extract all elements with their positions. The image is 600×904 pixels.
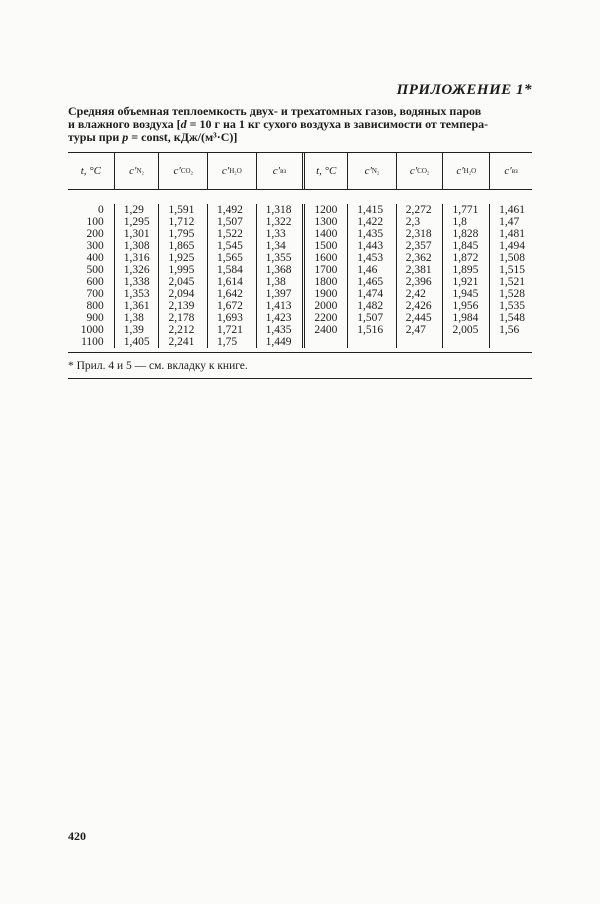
header-subscript: H₂O: [463, 167, 477, 175]
table-cell: 300: [86, 240, 104, 252]
table-cell: 1,435: [265, 324, 292, 336]
header-subscript: N₂: [136, 167, 144, 175]
header-subscript: CO₂: [417, 167, 430, 175]
table-cell: 1,415: [357, 204, 384, 216]
header-subscript: вз: [511, 167, 518, 175]
table-cell: 0: [97, 204, 104, 216]
footnote-divider: [68, 378, 532, 379]
header-symbol: c′: [456, 165, 464, 177]
table-cell: 1,591: [168, 204, 195, 216]
table-cell: 1,361: [123, 300, 150, 312]
heat-capacity-table: [68, 152, 532, 353]
table-cell: 2,362: [405, 252, 432, 264]
table-cell: 2,426: [405, 300, 432, 312]
table-cell: 1,721: [217, 324, 243, 336]
table-cell: 1,38: [123, 312, 144, 324]
table-cell: 1,33: [265, 228, 286, 240]
table-cell: 1,921: [452, 276, 479, 288]
table-cell: 1400: [314, 228, 338, 240]
table-cell: 1000: [80, 324, 104, 336]
table-cell: 2,212: [168, 324, 195, 336]
table-cell: 600: [86, 276, 104, 288]
table-cell: 400: [86, 252, 104, 264]
table-cell: 1500: [314, 240, 338, 252]
table-cell: 1,545: [217, 240, 243, 252]
column-cco2-left: [159, 204, 208, 348]
table-cell: 2400: [314, 324, 338, 336]
table-cell: 1,368: [265, 264, 292, 276]
column-cn2-right: [348, 204, 397, 348]
table-cell: 1,492: [217, 204, 243, 216]
header-cvz-left: [257, 153, 306, 189]
header-symbol: c′: [409, 165, 418, 177]
table-cell: 1,795: [168, 228, 195, 240]
table-cell: 2,045: [168, 276, 195, 288]
table-cell: 1100: [81, 336, 104, 348]
table-cell: 1,38: [265, 276, 286, 288]
table-cell: 1,338: [123, 276, 150, 288]
table-cell: 1,481: [499, 228, 526, 240]
table-cell: 2,005: [452, 324, 479, 336]
table-cell: 1,712: [168, 216, 195, 228]
header-cn2-right: [348, 153, 397, 189]
header-ch2o-left: [208, 153, 257, 189]
column-cvz-left: [257, 204, 306, 348]
table-cell: 1,422: [357, 216, 384, 228]
table-cell: 1,507: [357, 312, 384, 324]
table-caption: [68, 105, 538, 144]
table-cell: 2,445: [405, 312, 432, 324]
caption-text: = 10 г на 1 кг сухого воздуха в зависимости от темпера-: [186, 117, 489, 131]
table-cell: 1,956: [452, 300, 479, 312]
header-subscript: H₂O: [229, 167, 242, 175]
table-cell: 1,295: [123, 216, 150, 228]
table-cell: 1800: [314, 276, 338, 288]
header-text: t, °C: [80, 165, 101, 177]
header-t-right: [305, 153, 348, 189]
table-cell: 1,945: [452, 288, 479, 300]
table-cell: 1,508: [499, 252, 526, 264]
table-cell: 700: [86, 288, 104, 300]
table-cell: 1,925: [168, 252, 195, 264]
table-cell: 1,29: [123, 204, 144, 216]
table-cell: 1,405: [123, 336, 150, 348]
header-cvz-right: [490, 153, 532, 189]
caption-variable-d: d: [180, 117, 187, 131]
table-cell: 2,381: [405, 264, 432, 276]
table-cell: 1,535: [499, 300, 526, 312]
table-cell: 1,995: [168, 264, 195, 276]
table-cell: 1,507: [217, 216, 243, 228]
header-subscript: CO₂: [180, 167, 193, 175]
table-cell: 1600: [314, 252, 338, 264]
table-cell: 1,672: [217, 300, 243, 312]
table-cell: 200: [86, 228, 104, 240]
table-cell: 1,435: [357, 228, 384, 240]
appendix-heading: ПРИЛОЖЕНИЕ 1*: [396, 82, 532, 98]
header-ch2o-right: [443, 153, 490, 189]
table-cell: 2,357: [405, 240, 432, 252]
table-cell: 1,353: [123, 288, 150, 300]
header-subscript: вз: [280, 167, 287, 175]
table-cell: 1,301: [123, 228, 150, 240]
table-cell: 1,865: [168, 240, 195, 252]
column-t-left: [68, 204, 115, 348]
header-subscript: N₂: [371, 167, 380, 175]
header-cco2-left: [159, 153, 208, 189]
table-cell: 1,642: [217, 288, 243, 300]
table-cell: 1,453: [357, 252, 384, 264]
table-cell: 1,845: [452, 240, 479, 252]
table-cell: 1,528: [499, 288, 526, 300]
page-number: 420: [68, 829, 86, 843]
table-cell: 1,316: [123, 252, 150, 264]
table-cell: 1,693: [217, 312, 243, 324]
table-cell: 1,584: [217, 264, 243, 276]
caption-line-3: [68, 131, 538, 144]
table-body: [68, 190, 532, 352]
header-symbol: c′: [221, 165, 230, 177]
table-cell: 1,565: [217, 252, 243, 264]
table-cell: 2,272: [405, 204, 432, 216]
table-cell: 2,42: [405, 288, 426, 300]
header-symbol: c′: [364, 165, 372, 177]
table-cell: 2,396: [405, 276, 432, 288]
caption-text: и влажного воздуха [: [68, 117, 181, 131]
table-cell: 1,828: [452, 228, 479, 240]
table-cell: 1,34: [265, 240, 286, 252]
table-cell: 1,521: [499, 276, 526, 288]
footnote: * Прил. 4 и 5 — см. вкладку к книге.: [68, 360, 248, 372]
table-cell: 1300: [314, 216, 338, 228]
header-symbol: c′: [129, 165, 137, 177]
table-cell: 1,413: [265, 300, 292, 312]
table-cell: 1,47: [499, 216, 520, 228]
table-cell: 500: [86, 264, 104, 276]
header-cn2-left: [115, 153, 160, 189]
column-t-right: [305, 204, 348, 348]
table-cell: 1,326: [123, 264, 150, 276]
table-header-row: [68, 153, 532, 190]
header-symbol: c′: [504, 165, 512, 177]
table-cell: 1,443: [357, 240, 384, 252]
table-cell: 1,423: [265, 312, 292, 324]
caption-variable-p: p: [122, 130, 129, 144]
table-cell: 1,515: [499, 264, 526, 276]
table-cell: 1,318: [265, 204, 292, 216]
table-cell: 1,8: [452, 216, 467, 228]
table-cell: 1,308: [123, 240, 150, 252]
table-cell: 2,139: [168, 300, 195, 312]
table-cell: 1,322: [265, 216, 292, 228]
table-cell: 2,241: [168, 336, 195, 348]
table-cell: 100: [86, 216, 104, 228]
column-cvz-right: [490, 204, 532, 348]
table-cell: 1,548: [499, 312, 526, 324]
table-cell: 1,494: [499, 240, 526, 252]
table-cell: 1200: [314, 204, 338, 216]
table-cell: 1,465: [357, 276, 384, 288]
table-cell: 1700: [314, 264, 338, 276]
table-cell: 1,355: [265, 252, 292, 264]
table-cell: 2,3: [405, 216, 421, 228]
header-symbol: c′: [272, 165, 281, 177]
table-cell: 1,614: [217, 276, 243, 288]
header-text: t, °C: [316, 165, 337, 177]
caption-text: туры при: [68, 130, 123, 144]
table-cell: 1,397: [265, 288, 292, 300]
column-ch2o-right: [443, 204, 490, 348]
table-cell: 2,47: [405, 324, 426, 336]
table-cell: 1,771: [452, 204, 479, 216]
table-cell: 1,522: [217, 228, 243, 240]
table-cell: 2200: [314, 312, 338, 324]
table-cell: 800: [86, 300, 104, 312]
column-ch2o-left: [208, 204, 257, 348]
column-cn2-left: [115, 204, 160, 348]
table-cell: 1,449: [265, 336, 292, 348]
column-cco2-right: [397, 204, 444, 348]
table-cell: 1,872: [452, 252, 479, 264]
caption-text: = const, кДж/(м³·С)]: [128, 130, 238, 144]
table-cell: 1900: [314, 288, 338, 300]
table-cell: 1,984: [452, 312, 479, 324]
table-cell: 2000: [314, 300, 338, 312]
table-cell: 1,46: [357, 264, 378, 276]
table-cell: 1,516: [357, 324, 384, 336]
table-cell: 1,461: [499, 204, 526, 216]
table-cell: 900: [86, 312, 104, 324]
table-cell: 1,482: [357, 300, 384, 312]
table-cell: 1,39: [123, 324, 144, 336]
caption-line-1: Средняя объемная теплоемкость двух- и трехатомных газов, водяных паров: [68, 104, 482, 118]
table-cell: 1,895: [452, 264, 479, 276]
header-symbol: c′: [173, 165, 181, 177]
table-cell: 2,318: [405, 228, 432, 240]
table-cell: 1,474: [357, 288, 384, 300]
table-cell: 1,56: [499, 324, 520, 336]
header-t-left: [68, 153, 115, 189]
table-cell: 1,75: [217, 336, 238, 348]
table-cell: 2,094: [168, 288, 195, 300]
header-cco2-right: [397, 153, 444, 189]
table-cell: 2,178: [168, 312, 195, 324]
